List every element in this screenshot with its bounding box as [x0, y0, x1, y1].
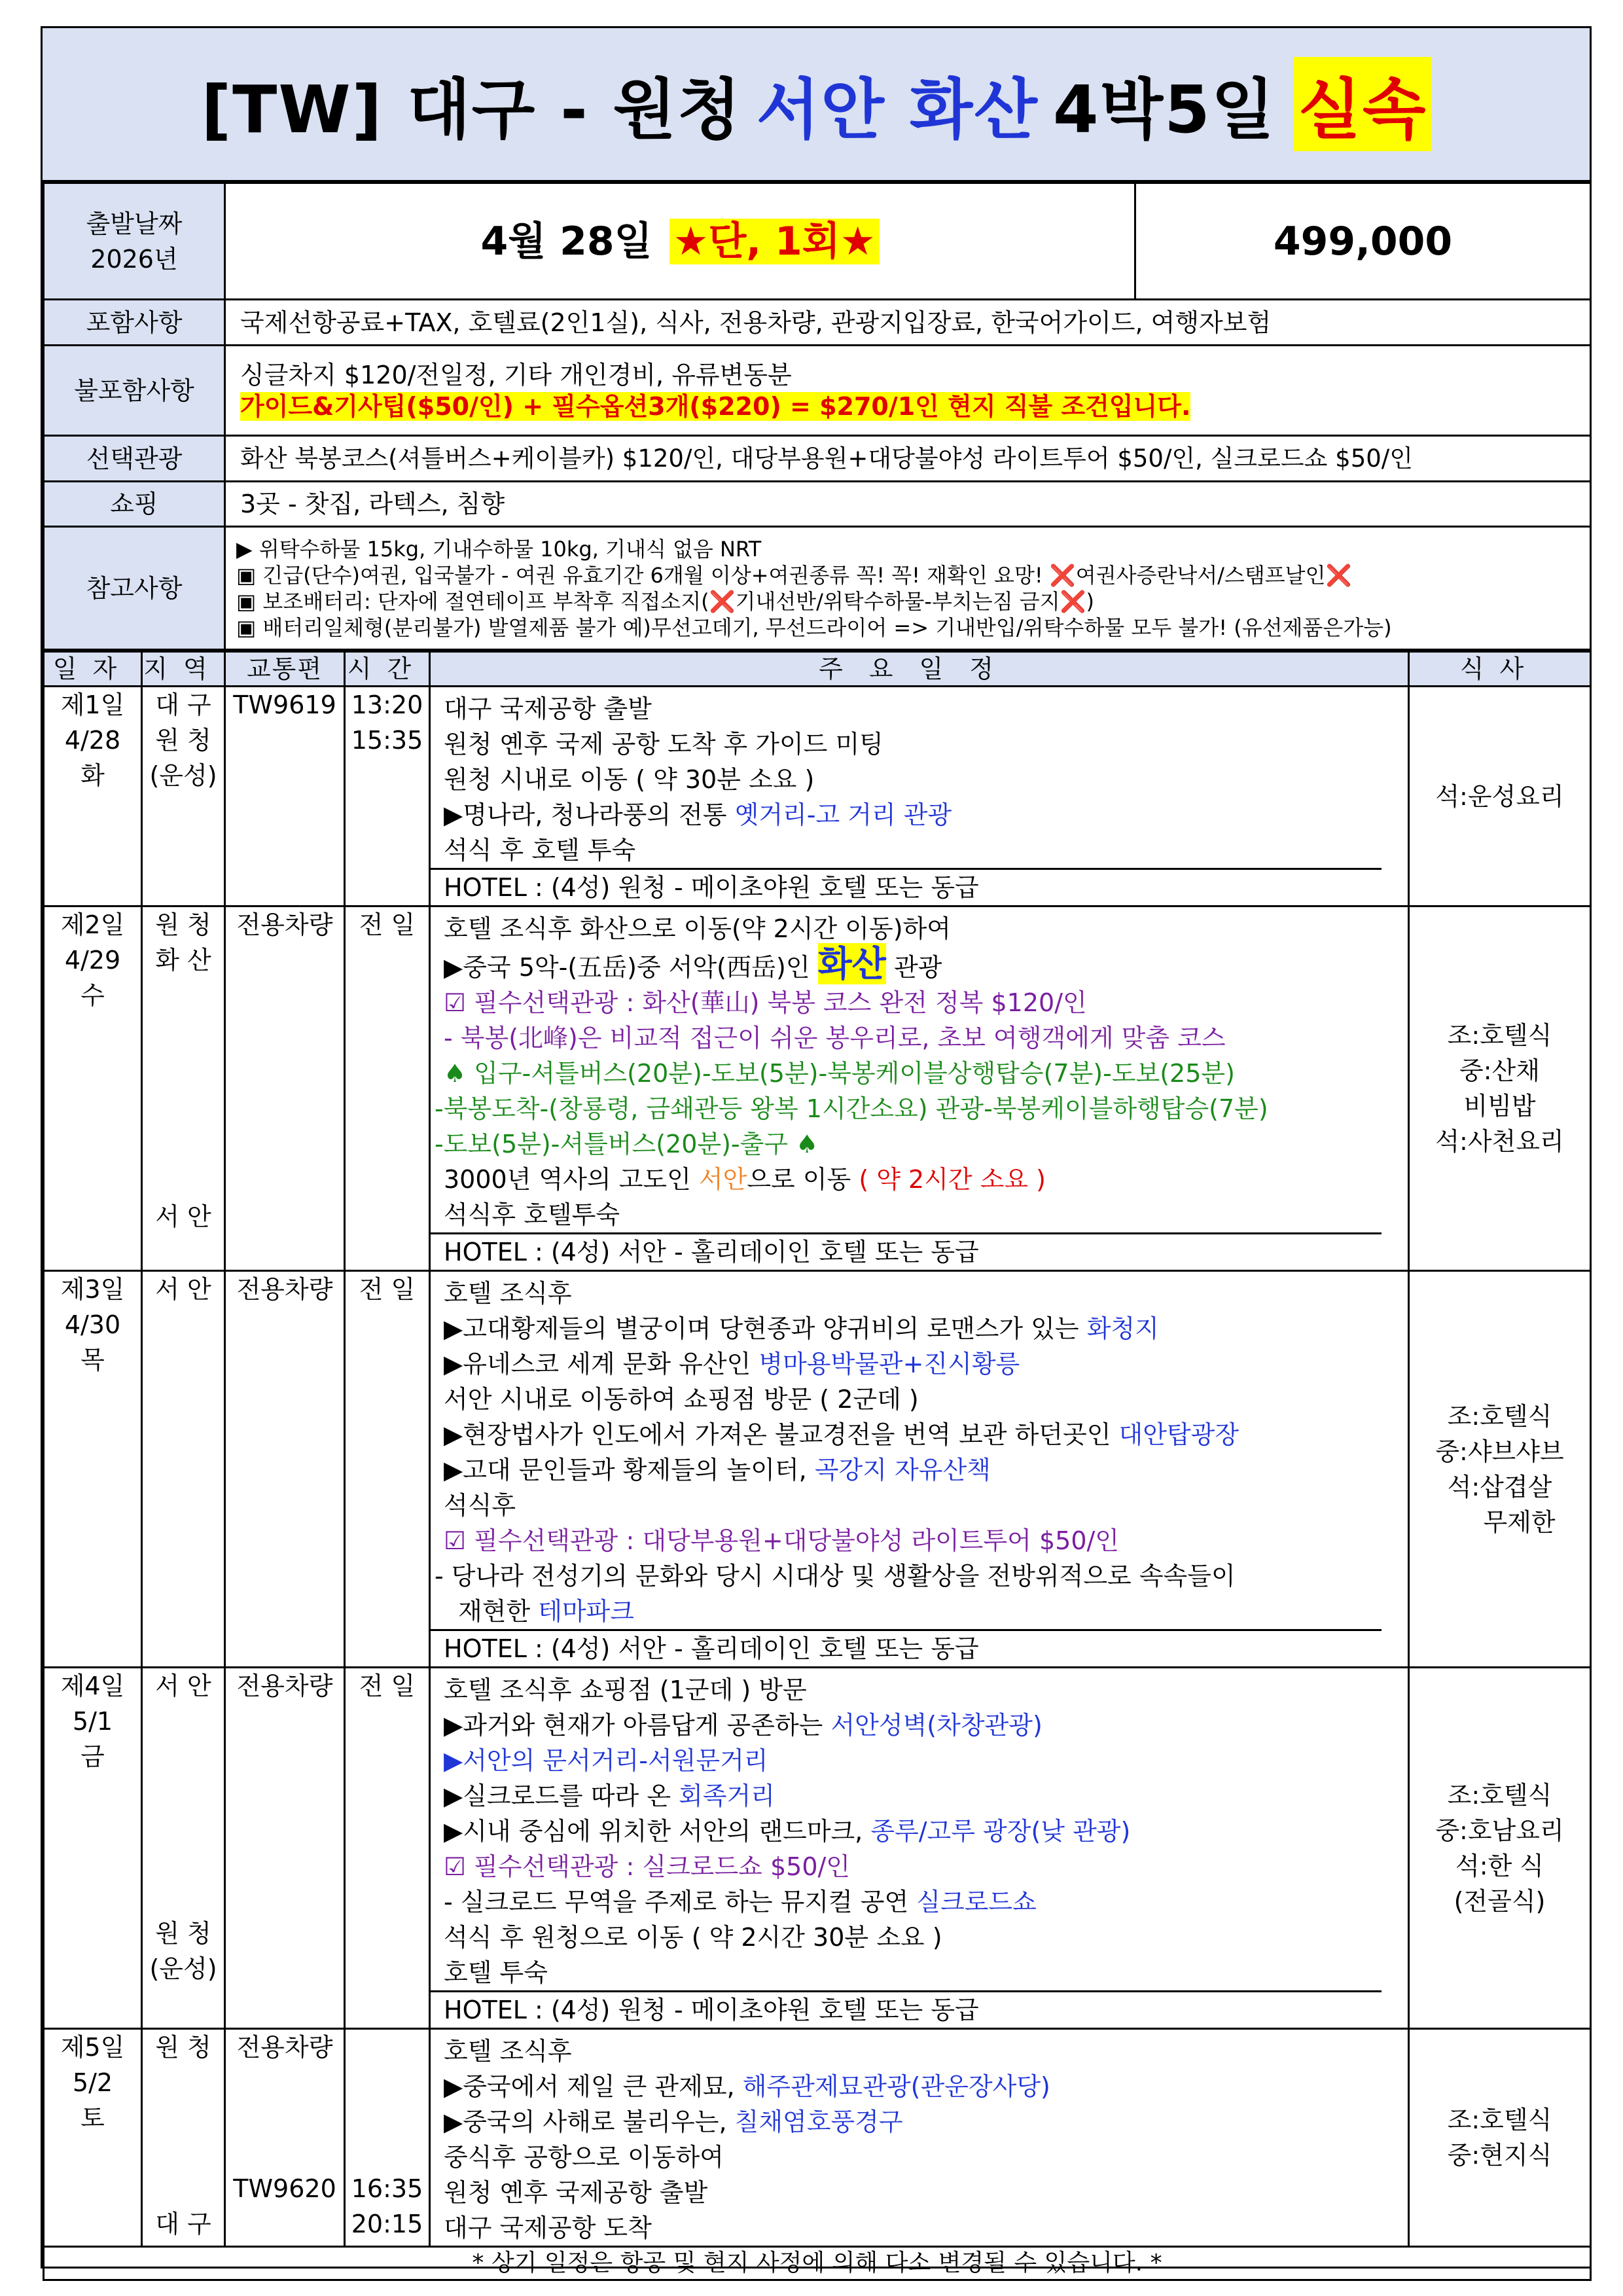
day-row-2 — [44, 906, 1591, 1271]
region-cell — [142, 906, 225, 1271]
day-date: 4/30 — [64, 1310, 121, 1339]
schedule-line: 중식후 공항으로 이동하여 — [444, 2143, 724, 2172]
exclude-text: 싱글차지 $120/전일정, 기타 개인경비, 유류변동분 — [240, 360, 792, 389]
depart-label-cell — [44, 183, 225, 300]
schedule-cell — [430, 1668, 1409, 2029]
schedule-line — [444, 1311, 1395, 1346]
schedule-text: 재현한 — [458, 1597, 539, 1626]
meal: 조:호텔식 — [1447, 1021, 1552, 1050]
shop-label: 쇼핑 — [44, 482, 225, 527]
time: 20:15 — [351, 2210, 423, 2238]
schedule-line — [444, 1884, 1395, 1920]
duration: ( 약 2시간 소요 ) — [859, 1165, 1046, 1194]
schedule-text: ▶과거와 현재가 아름답게 공존하는 — [444, 1711, 831, 1740]
depart-year: 2026년 — [90, 244, 178, 274]
schedule-line: 호텔 투숙 — [444, 1958, 548, 1987]
schedule-line — [444, 2104, 1395, 2140]
attraction: 실크로드쇼 — [916, 1888, 1037, 1916]
meal: 석:한 식 — [1455, 1851, 1544, 1880]
region: 원 청 — [155, 910, 211, 939]
region-cell — [142, 687, 225, 906]
schedule-text: ▶중국 5악-(五岳)중 서악(西岳)인 — [444, 953, 818, 982]
schedule-table — [43, 651, 1592, 2281]
day-row-5 — [44, 2029, 1591, 2247]
title-route: [TW] 대구 - 원청 — [201, 71, 742, 148]
transport-cell — [225, 2029, 345, 2247]
schedule-line: 석식 후 원청으로 이동 ( 약 2시간 30분 소요 ) — [444, 1923, 942, 1952]
depart-date: 4월 28일 — [480, 218, 652, 264]
ref-line-1: ▶ 위탁수하물 15kg, 기내수하물 10kg, 기내식 없음 NRT — [236, 536, 762, 562]
attraction: 테마파크 — [538, 1597, 635, 1626]
schedule-cell — [430, 2029, 1409, 2247]
day-label: 제5일 — [60, 2033, 125, 2062]
region: 원 청 — [155, 1919, 211, 1948]
title-grade: 실속 — [1294, 57, 1431, 151]
schedule-line: ☑ 필수선택관광 : 대당부용원+대당불야성 라이트투어 $50/인 — [444, 1526, 1120, 1555]
schedule-line: 대구 국제공항 출발 — [444, 694, 652, 723]
header-region: 지역 — [142, 652, 225, 687]
day-cell — [44, 2029, 142, 2247]
day-cell — [44, 906, 142, 1271]
hotel-line: HOTEL : (4성) 원청 - 메이초야원 호텔 또는 동급 — [431, 1990, 1382, 2028]
region: 대 구 — [155, 2210, 211, 2238]
schedule-line — [444, 1417, 1395, 1452]
schedule-text: ▶중국에서 제일 큰 관제묘, — [444, 2072, 743, 2101]
day-dow: 목 — [80, 1346, 105, 1374]
schedule-line: -도보(5분)-셔틀버스(20분)-출구 ♠ — [435, 1130, 819, 1158]
time-group — [346, 2171, 429, 2242]
meal: 조:호텔식 — [1447, 1780, 1552, 1810]
exclude-cell — [225, 346, 1591, 436]
day-date: 5/1 — [72, 1707, 113, 1736]
schedule-line — [444, 797, 1395, 833]
day-label: 제3일 — [60, 1275, 125, 1304]
meal: 무제한 — [1483, 1507, 1556, 1537]
header-transport: 교통편 — [225, 652, 345, 687]
header-meal: 식사 — [1409, 652, 1591, 687]
schedule-line — [444, 1594, 1395, 1629]
schedule-line: 원청 옌후 국제공항 출발 — [444, 2178, 708, 2207]
attraction: 해주관제묘관광(관운장사당) — [742, 2072, 1050, 2101]
price: 499,000 — [1135, 183, 1591, 300]
page-title — [43, 28, 1590, 182]
ref-label: 참고사항 — [44, 527, 225, 650]
time-cell — [345, 687, 430, 906]
transport: 전용차량 — [225, 906, 345, 1271]
schedule-line: 호텔 조식후 화산으로 이동(약 2시간 이동)하여 — [444, 914, 951, 943]
meal: 석:삽겹살 — [1447, 1472, 1552, 1501]
region-cell — [142, 1668, 225, 2029]
day-dow: 수 — [80, 981, 105, 1010]
day-row-4 — [44, 1668, 1591, 2029]
day-cell — [44, 1668, 142, 2029]
schedule-line — [444, 1708, 1395, 1743]
hotel-line: HOTEL : (4성) 서안 - 홀리데이인 호텔 또는 동급 — [431, 1232, 1382, 1270]
schedule-text: ▶고대황제들의 별궁이며 당현종과 양귀비의 로맨스가 있는 — [444, 1314, 1087, 1343]
attraction: 곡강지 자유산책 — [814, 1456, 991, 1484]
schedule-text: 3000년 역사의 고도인 — [444, 1165, 699, 1194]
schedule-line: 호텔 조식후 쇼핑점 (1군데 ) 방문 — [444, 1676, 807, 1704]
schedule-text: ▶시내 중심에 위치한 서안의 랜드마크, — [444, 1817, 871, 1846]
day-cell — [44, 1271, 142, 1668]
transport: 전용차량 — [225, 1668, 345, 2029]
info-table — [43, 182, 1592, 651]
schedule-line: 석식후 — [444, 1491, 516, 1520]
title-destination: 서안 화산 — [756, 71, 1039, 148]
ref-cell — [225, 527, 1591, 650]
include-label: 포함사항 — [44, 300, 225, 346]
day-dow: 금 — [80, 1742, 105, 1771]
attraction: 서안성벽(차창관광) — [830, 1711, 1043, 1740]
meal: 중:현지식 — [1447, 2141, 1552, 2170]
exclude-tip: 가이드&기사팁($50/인) + 필수옵션3개($220) = $270/1인 현지 직불 조건입니다. — [240, 391, 1191, 421]
schedule-line: - 북봉(北峰)은 비교적 접근이 쉬운 봉우리로, 초보 여행객에게 맞춤 코스 — [444, 1024, 1226, 1052]
ref-line-4: ▣ 배터리일체형(분리불가) 발열제품 불가 예)무선고데기, 무선드라이어 => 기내반입/위탁수하물 모두 불가! (유선제품은가능) — [236, 615, 1392, 640]
meal-cell — [1409, 1271, 1591, 1668]
schedule-text: ▶명나라, 청나라풍의 전통 — [444, 800, 735, 829]
schedule-line: ♠ 입구-셔틀버스(20분)-도보(5분)-북봉케이블상행탑승(7분)-도보(25분) — [444, 1059, 1235, 1088]
schedule-line: 원청 시내로 이동 ( 약 30분 소요 ) — [444, 765, 815, 794]
attraction: 회족거리 — [679, 1782, 775, 1810]
time: 전 일 — [345, 1668, 430, 2029]
day-label: 제1일 — [60, 691, 125, 719]
option-label: 선택관광 — [44, 436, 225, 482]
schedule-line — [444, 1346, 1395, 1382]
header-time: 시간 — [345, 652, 430, 687]
meal: 조:호텔식 — [1447, 2106, 1552, 2134]
meal: 석:운성요리 — [1409, 687, 1591, 906]
meal: 비빔밥 — [1463, 1092, 1536, 1121]
day-date: 5/2 — [72, 2068, 113, 2097]
time: 전 일 — [345, 906, 430, 1271]
attraction: 종루/고루 광장(낮 관광) — [870, 1817, 1131, 1846]
schedule-line — [444, 1778, 1395, 1814]
schedule-line: -북봉도착-(창룡령, 금쇄관등 왕복 1시간소요) 관광-북봉케이블하행탑승(7분) — [435, 1094, 1268, 1123]
region: 서 안 — [142, 1271, 225, 1668]
schedule-text: ▶현장법사가 인도에서 가져온 불교경전을 번역 보관 하던곳인 — [444, 1420, 1119, 1449]
depart-label: 출발날짜 — [86, 209, 183, 238]
depart-badge: ★단, 1회★ — [669, 219, 880, 264]
schedule-text: ▶실크로드를 따라 온 — [444, 1782, 679, 1810]
time: 13:20 — [351, 691, 423, 719]
schedule-line: ☑ 필수선택관광 : 화산(華山) 북봉 코스 완전 정복 $120/인 — [444, 988, 1087, 1017]
schedule-line — [444, 1814, 1395, 1849]
exclude-label: 불포함사항 — [44, 346, 225, 436]
schedule-line: - 당나라 전성기의 문화와 당시 시대상 및 생활상을 전방위적으로 속속들이 — [435, 1562, 1236, 1590]
attraction: 옛거리-고 거리 관광 — [734, 800, 952, 829]
schedule-line: 서안 시내로 이동하여 쇼핑점 방문 ( 2군데 ) — [444, 1385, 919, 1414]
schedule-text: - 실크로드 무역을 주제로 하는 뮤지컬 공연 — [444, 1888, 917, 1916]
schedule-line: ☑ 필수선택관광 : 실크로드쇼 $50/인 — [444, 1852, 851, 1881]
depart-date-cell — [225, 183, 1135, 300]
schedule-text: ▶고대 문인들과 황제들의 놀이터, — [444, 1456, 815, 1484]
time: 15:35 — [351, 726, 423, 755]
day-label: 제4일 — [60, 1672, 125, 1700]
schedule-header — [44, 652, 1591, 687]
attraction: 화산 — [817, 943, 886, 984]
meal: 중:산채 — [1459, 1056, 1540, 1085]
schedule-text: ▶유네스코 세계 문화 유산인 — [444, 1350, 759, 1378]
schedule-line: 석식 후 호텔 투숙 — [444, 836, 636, 865]
meal: 조:호텔식 — [1447, 1401, 1552, 1431]
itinerary-sheet — [41, 26, 1592, 2276]
schedule-text: 관광 — [885, 953, 942, 982]
schedule-text: ▶중국의 사해로 불리우는, — [444, 2108, 735, 2136]
schedule-line: 호텔 조식후 — [444, 1279, 572, 1308]
meal-cell — [1409, 2029, 1591, 2247]
time-cell — [345, 2029, 430, 2247]
schedule-cell — [430, 906, 1409, 1271]
transport: 전용차량 — [225, 1271, 345, 1668]
hotel-line: HOTEL : (4성) 원청 - 메이초야원 호텔 또는 동급 — [431, 868, 1382, 905]
schedule-cell — [430, 1271, 1409, 1668]
attraction: 서안 — [698, 1165, 747, 1194]
schedule-line: 석식후 호텔투숙 — [444, 1200, 620, 1229]
region: 서 안 — [155, 1202, 211, 1231]
day-date: 4/28 — [64, 726, 121, 755]
meal: 중:샤브샤브 — [1435, 1437, 1564, 1466]
schedule-line — [444, 943, 1395, 985]
meal-cell — [1409, 1668, 1591, 2029]
attraction: 화청지 — [1086, 1314, 1159, 1343]
meal: 석:사천요리 — [1435, 1127, 1564, 1156]
title-duration: 4박5일 — [1052, 71, 1276, 148]
footer-note: * 상기 일정은 항공 및 현지 사정에 의해 다소 변경될 수 있습니다. * — [44, 2247, 1591, 2280]
day-cell — [44, 687, 142, 906]
header-day: 일자 — [44, 652, 142, 687]
option-text: 화산 북봉코스(셔틀버스+케이블카) $120/인, 대당부용원+대당불야성 라이트투어 $50/인, 실크로드쇼 $50/인 — [225, 436, 1591, 482]
time: 전 일 — [345, 1271, 430, 1668]
ref-line-2: ▣ 긴급(단수)여권, 입국불가 - 여권 유효기간 6개월 이상+여권종류 꼭! 꼭! 재확인 요망! ❌여권사증란낙서/스탬프날인❌ — [236, 562, 1352, 588]
schedule-line: 원청 옌후 국제 공항 도착 후 가이드 미팅 — [444, 730, 883, 759]
day-dow: 토 — [80, 2104, 105, 2132]
schedule-line — [444, 1162, 1395, 1197]
time: 16:35 — [351, 2174, 423, 2203]
region: 대 구 — [155, 691, 211, 719]
region: 원 청 — [155, 2033, 211, 2062]
meal-cell — [1409, 906, 1591, 1271]
day-row-3 — [44, 1271, 1591, 1668]
ref-line-3: ▣ 보조배터리: 단자에 절연테이프 부착후 직접소지(❌기내선반/위탁수하물-부치는짐 금지❌) — [236, 588, 1094, 614]
schedule-line: ▶서안의 문서거리-서원문거리 — [444, 1746, 768, 1775]
transport: TW9619 — [225, 687, 345, 906]
meal: (전골식) — [1454, 1886, 1546, 1916]
schedule-cell — [430, 687, 1409, 906]
region-cell — [142, 2029, 225, 2247]
attraction: 병마용박물관+진시황릉 — [758, 1350, 1020, 1378]
exclude-tip-text — [240, 391, 1575, 422]
header-schedule: 주요일정 — [430, 652, 1409, 687]
schedule-line — [444, 1452, 1395, 1488]
transport: 전용차량 — [236, 2033, 333, 2062]
schedule-line — [444, 2069, 1395, 2104]
hotel-line: HOTEL : (4성) 서안 - 홀리데이인 호텔 또는 동급 — [431, 1629, 1382, 1666]
transport: TW9620 — [233, 2174, 336, 2203]
schedule-line: 호텔 조식후 — [444, 2037, 572, 2066]
schedule-line: 대구 국제공항 도착 — [444, 2214, 652, 2242]
day-dow: 화 — [80, 761, 105, 790]
day-date: 4/29 — [64, 946, 121, 975]
region: 화 산 — [155, 946, 211, 975]
region: (운성) — [149, 1954, 217, 1983]
attraction: 대안탑광장 — [1118, 1420, 1240, 1449]
shop-text: 3곳 - 찻집, 라텍스, 침향 — [225, 482, 1591, 527]
region: 원 청 — [155, 726, 211, 755]
day-label: 제2일 — [60, 910, 125, 939]
region: (운성) — [149, 761, 217, 790]
day-row-1 — [44, 687, 1591, 906]
meal: 중:호남요리 — [1435, 1816, 1564, 1845]
region-bottom — [143, 1916, 224, 1986]
region: 서 안 — [155, 1672, 211, 1700]
footer-row — [44, 2247, 1591, 2280]
schedule-text: 으로 이동 — [747, 1165, 859, 1194]
include-text: 국제선항공료+TAX, 호텔료(2인1실), 식사, 전용차량, 관광지입장료, 한국어가이드, 여행자보험 — [225, 300, 1591, 346]
attraction: 칠채염호풍경구 — [734, 2108, 903, 2136]
